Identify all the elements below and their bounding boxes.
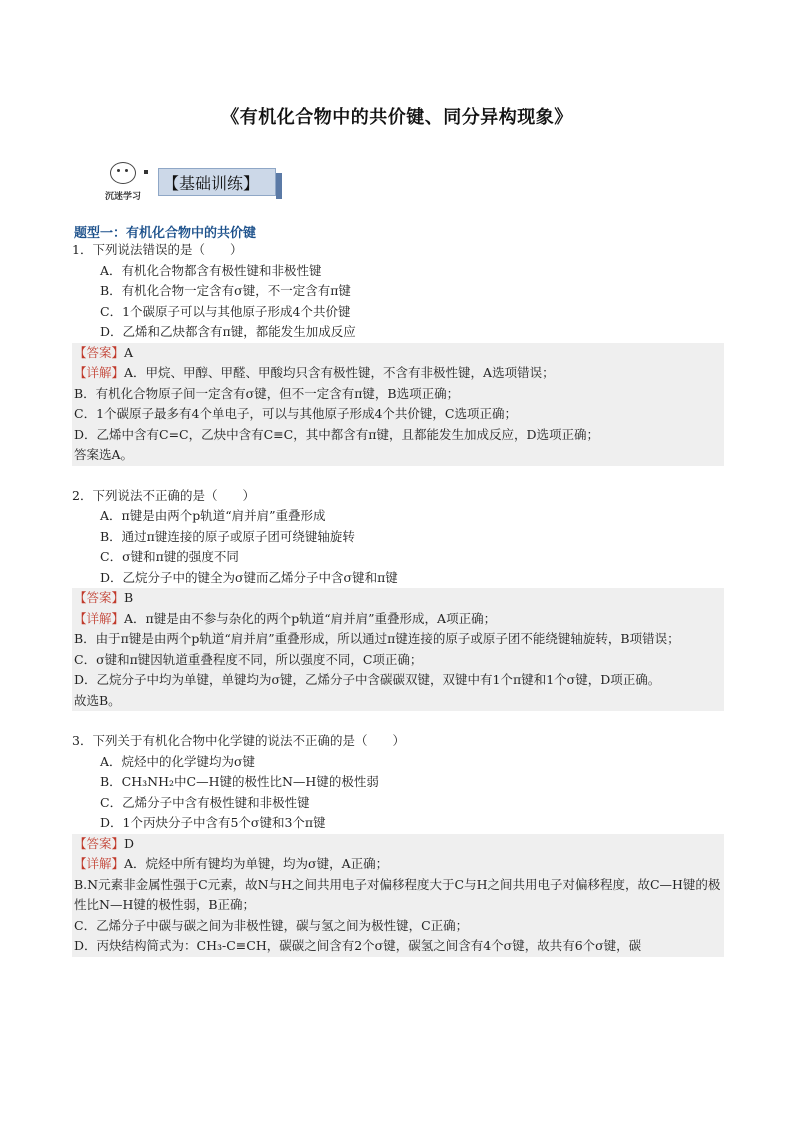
answer-value: B (124, 590, 134, 605)
detail-text: A．甲烷、甲醇、甲醛、甲酸均只含有极性键，不含有非极性键，A选项错误； (124, 365, 555, 380)
option: D．乙烷分子中的键全为σ键而乙烯分子中含σ键和π键 (100, 569, 398, 585)
answer-tag: 【答案】 (74, 344, 125, 360)
question-list (72, 240, 724, 957)
answer-line (74, 834, 722, 855)
mascot-label: 沉迷学习 (104, 192, 141, 202)
detail-line: 答案选A。 (74, 447, 134, 462)
banner-label-box (158, 168, 276, 196)
answer-block (72, 834, 724, 957)
question-stem: 3．下列关于有机化合物中化学键的说法不正确的是（ ） (72, 733, 405, 748)
detail-line: C．乙烯分子中碳与碳之间为非极性键，碳与氢之间为极性键，C正确； (74, 917, 469, 933)
detail-text: A．π键是由不参与杂化的两个p轨道“肩并肩”重叠形成，A项正确； (124, 610, 497, 626)
answer-value: A (124, 344, 134, 360)
detail-line: D．乙烷分子中均为单键，单键均为σ键，乙烯分子中含碳碳双键，双键中有1个π键和1个σ键，D项正确。 (74, 672, 661, 687)
detail-line: C．1个碳原子最多有4个单电子，可以与其他原子形成4个共价键，C选项正确； (74, 406, 517, 421)
question-stem: 1．下列说法错误的是（ ） (72, 242, 243, 257)
detail-tag: 【详解】 (74, 365, 125, 380)
answer-value: D (124, 835, 135, 851)
question-2 (72, 486, 724, 712)
answer-tag: 【答案】 (74, 835, 125, 851)
option: D．乙烯和乙炔都含有π键，都能发生加成反应 (100, 324, 356, 339)
option: A．有机化合物都含有极性键和非极性键 (100, 262, 322, 278)
option: B．有机化合物一定含有σ键，不一定含有π键 (100, 283, 351, 298)
detail-line: 故选B。 (74, 692, 121, 708)
option: C．σ键和π键的强度不同 (100, 549, 239, 564)
detail-line: C．σ键和π键因轨道重叠程度不同，所以强度不同，C项正确； (74, 651, 423, 667)
detail-tag: 【详解】 (74, 856, 125, 871)
option: A．π键是由两个p轨道“肩并肩”重叠形成 (100, 508, 326, 523)
option: B．CH₃NH₂中C—H键的极性比N—H键的极性弱 (100, 774, 379, 789)
answer-block (72, 588, 724, 711)
mascot-icon (100, 160, 146, 204)
answer-block (72, 343, 724, 466)
detail-line (74, 854, 722, 875)
banner-label: 【基础训练】 (163, 174, 260, 193)
detail-tag: 【详解】 (74, 610, 125, 626)
answer-line (74, 343, 722, 364)
option: C．1个碳原子可以与其他原子形成4个共价键 (100, 303, 351, 319)
section-heading: 题型一：有机化合物中的共价键 (74, 226, 257, 241)
detail-text: A．烷烃中所有键均为单键，均为σ键，A正确； (124, 856, 389, 871)
question-1 (72, 240, 724, 466)
option: D．1个丙炔分子中含有5个σ键和3个π键 (100, 815, 326, 830)
option: B．通过π键连接的原子或原子团可绕键轴旋转 (100, 528, 355, 544)
page-title: 《有机化合物中的共价键、同分异构现象》 (221, 107, 573, 128)
detail-line: B．有机化合物原子间一定含有σ键，但不一定含有π键，B选项正确； (74, 385, 460, 401)
detail-line: D．乙烯中含有C=C，乙炔中含有C≡C，其中都含有π键，且都能发生加成反应，D选项正确； (74, 426, 599, 442)
detail-line: D．丙炔结构简式为：CH₃-C≡CH，碳碳之间含有2个σ键，碳氢之间含有4个σ键，故共有6个σ键，碳 (74, 938, 642, 953)
detail-line (74, 609, 722, 630)
answer-line (74, 588, 722, 609)
detail-line (74, 363, 722, 384)
detail-line: B．由于π键是由两个p轨道“肩并肩”重叠形成，所以通过π键连接的原子或原子团不能绕键轴旋转，B项错误； (74, 631, 680, 646)
detail-line: B.N元素非金属性强于C元素，故N与H之间共用电子对偏移程度大于C与H之间共用电子对偏移程度，故C—H键的极性比N—H键的极性弱，B正确； (74, 876, 721, 912)
question-stem: 2．下列说法不正确的是（ ） (72, 487, 255, 503)
bullet-icon (144, 170, 148, 174)
question-3 (72, 731, 724, 957)
section-banner (100, 160, 300, 204)
answer-tag: 【答案】 (74, 590, 125, 605)
option: C．乙烯分子中含有极性键和非极性键 (100, 794, 310, 810)
option: A．烷烃中的化学键均为σ键 (100, 753, 256, 769)
